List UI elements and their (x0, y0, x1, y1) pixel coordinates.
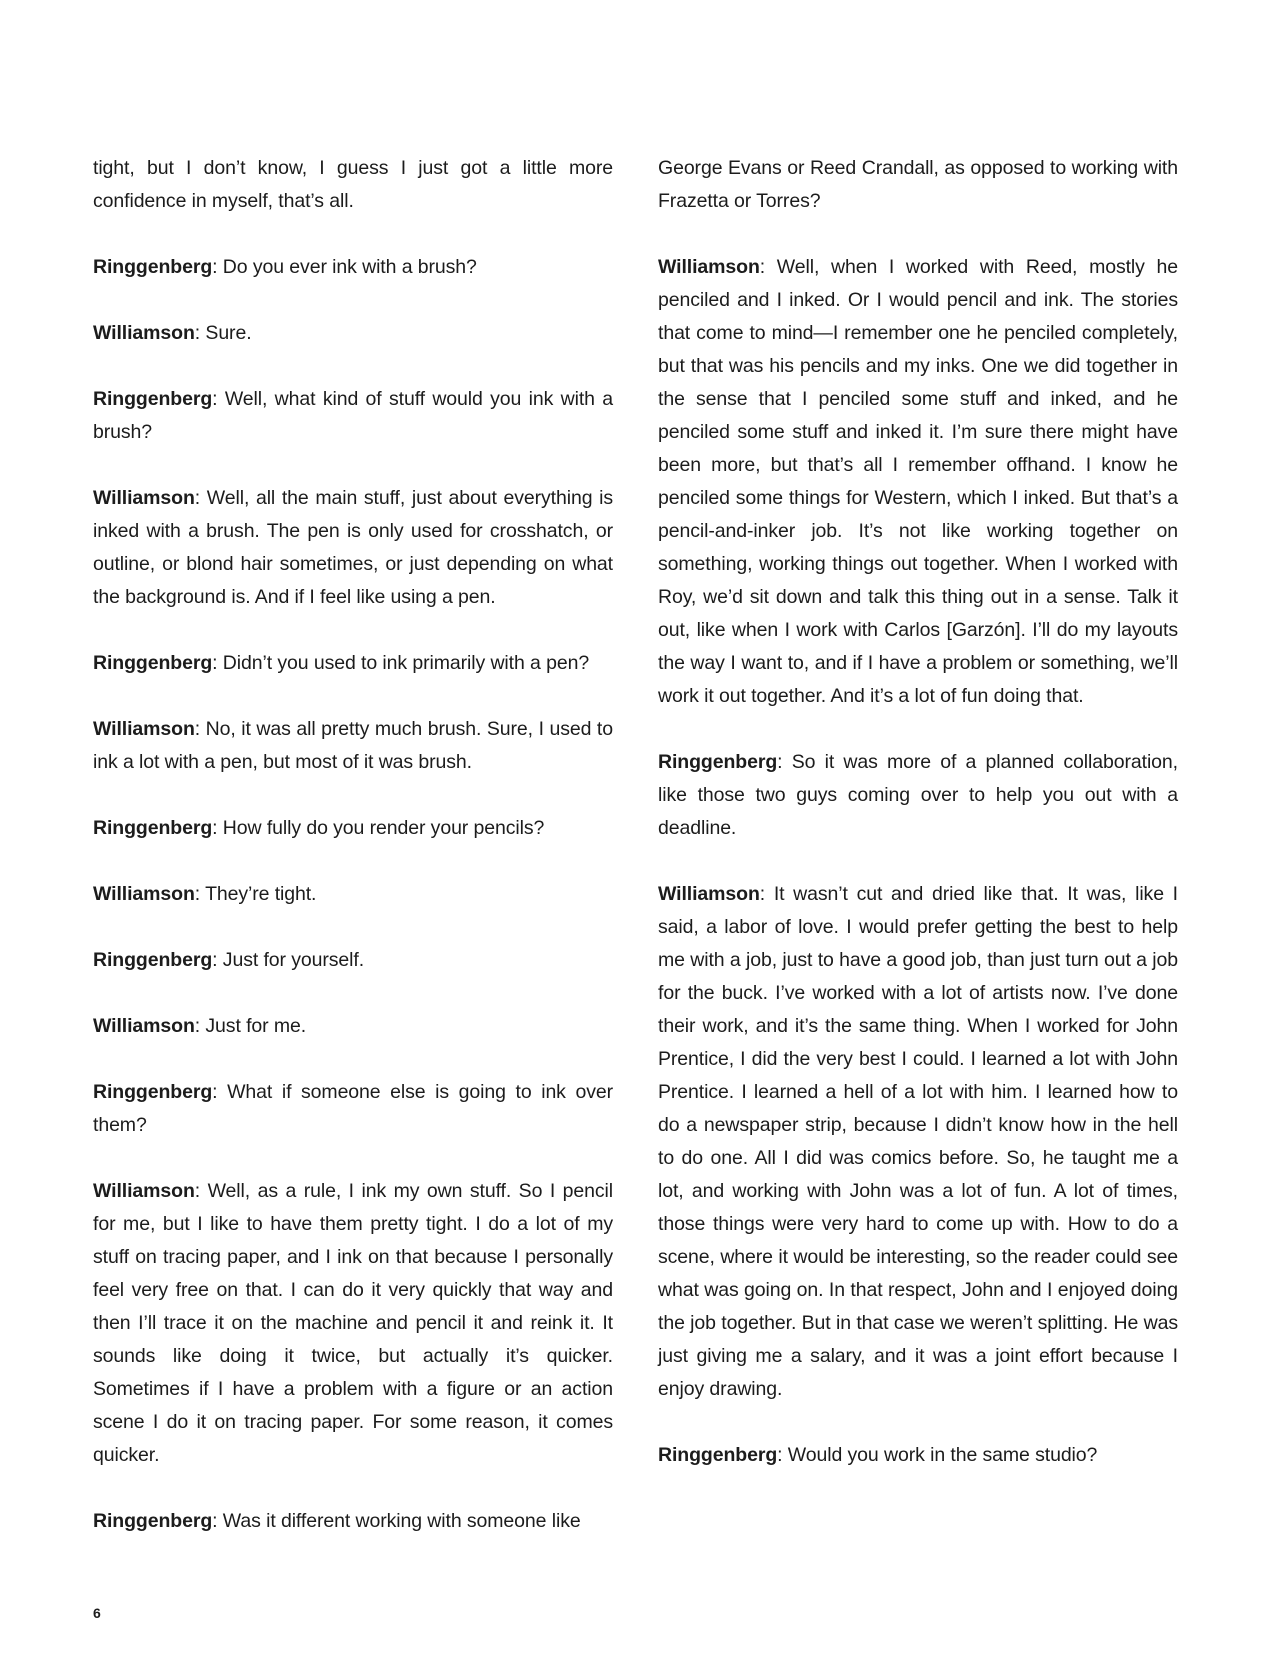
interview-paragraph: Ringgenberg: Do you ever ink with a brush? (93, 256, 477, 278)
interview-paragraph: Williamson: Well, when I worked with Reed, mostly he penciled and I inked. Or I would pencil and ink. The stories that come to mind—I remember one he penciled completely, but that was his pencils and my inks. One we did together in the sense that I penciled some stuff and inked, and he penciled some stuff and inked it. I’m sure there might have been more, but that’s all I remember offhand. I know he penciled some things for Western, which I inked. But that’s a pencil-and-inker job. It’s not like working together on something, working things out together. When I worked with Roy, we’d sit down and talk this thing out in a sense. Talk it out, like when I work with Carlos [Garzón]. I’ll do my layouts the way I want to, and if I have a problem or something, we’ll work it out together. And it’s a lot of fun doing that. (658, 256, 1179, 707)
interview-paragraph: Williamson: Well, as a rule, I ink my own stuff. So I pencil for me, but I like to have them pretty tight. I do a lot of my stuff on tracing paper, and I ink on that because I personally feel very free on that. I can do it very quickly that way and then I’ll trace it on the machine and pencil it and reink it. It sounds like doing it twice, but actually it’s quicker. Sometimes if I have a problem with a figure or an action scene I do it on tracing paper. For some reason, it comes quicker. (93, 1180, 613, 1466)
speaker-name: Ringgenberg (93, 949, 213, 971)
paragraph-text: So it was more of a planned collaboration, like those two guys coming over to help you out with a deadline. (658, 751, 1178, 839)
right-column (658, 152, 1178, 1472)
paragraph-text: Well, when I worked with Reed, mostly he penciled and I inked. Or I would pencil and ink. The stories that come to mind—I remember one he penciled completely, but that was his pencils and my inks. One we did together in the sense that I penciled some stuff and inked, and he penciled some stuff and inked it. I’m sure there might have been more, but that’s all I remember offhand. I know he penciled some things for Western, which I inked. But that’s a pencil-and-inker job. It’s not like working together on something, working things out together. When I worked with Roy, we’d sit down and talk this thing out in a sense. Talk it out, like when I work with Carlos [Garzón]. I’ll do my layouts the way I want to, and if I have a problem or something, we’ll work it out together. And it’s a lot of fun doing that. (658, 256, 1179, 707)
paragraph-text: Would you work in the same studio? (787, 1444, 1098, 1466)
left-column (93, 152, 613, 1538)
interview-paragraph: Williamson: Sure. (93, 322, 252, 344)
paragraph-text: George Evans or Reed Crandall, as opposed to working with Frazetta or Torres? (658, 157, 1178, 212)
speaker-name: Ringgenberg (93, 1510, 213, 1532)
paragraph-text: No, it was all pretty much brush. Sure, I used to ink a lot with a pen, but most of it was brush. (93, 718, 613, 773)
speaker-name: Ringgenberg (93, 256, 213, 278)
interview-paragraph: Williamson: No, it was all pretty much brush. Sure, I used to ink a lot with a pen, but most of it was brush. (93, 718, 613, 773)
paragraph-text: Was it different working with someone like (222, 1510, 581, 1532)
interview-paragraph: Williamson: Well, all the main stuff, just about everything is inked with a brush. The pen is only used for crosshatch, or outline, or blond hair sometimes, or just depending on what the background is. And if I feel like using a pen. (93, 487, 614, 608)
interview-paragraph: Ringgenberg: So it was more of a planned collaboration, like those two guys coming over to help you out with a deadline. (658, 751, 1178, 839)
interview-paragraph: Williamson: They’re tight. (93, 883, 317, 905)
speaker-name: Ringgenberg (93, 817, 213, 839)
speaker-name: Williamson (93, 718, 195, 740)
speaker-name: Ringgenberg (93, 388, 213, 410)
speaker-name: Williamson (93, 1015, 195, 1037)
speaker-name: Ringgenberg (658, 751, 778, 773)
interview-paragraph: Williamson: It wasn’t cut and dried like that. It was, like I said, a labor of love. I would prefer getting the best to help me with a job, just to have a good job, than just turn out a job for the buck. I’ve worked with a lot of artists now. I’ve done their work, and it’s the same thing. When I worked for John Prentice, I did the very best I could. I learned a lot with John Prentice. I learned a hell of a lot with him. I learned how to do a newspaper strip, because I didn’t know how in the hell to do one. All I did was comics before. So, he taught me a lot, and working with John was a lot of fun. A lot of times, those things were very hard to come up with. How to do a scene, where it would be interesting, so the reader could see what was going on. In that respect, John and I enjoyed doing the job together. But in that case we weren’t splitting. He was just giving me a salary, and it was a joint effort because I enjoy drawing. (658, 883, 1178, 1400)
speaker-name: Williamson (93, 883, 195, 905)
paragraph-text: It wasn’t cut and dried like that. It was, like I said, a labor of love. I would prefer getting the best to help me with a job, just to have a good job, than just turn out a job for the buck. I’ve worked with a lot of artists now. I’ve done their work, and it’s the same thing. When I worked for John Prentice, I did the very best I could. I learned a lot with John Prentice. I learned a hell of a lot with him. I learned how to do a newspaper strip, because I didn’t know how in the hell to do one. All I did was comics before. So, he taught me a lot, and working with John was a lot of fun. A lot of times, those things were very hard to come up with. How to do a scene, where it would be interesting, so the reader could see what was going on. In that respect, John and I enjoyed doing the job together. But in that case we weren’t splitting. He was just giving me a salary, and it was a joint effort because I enjoy drawing. (658, 883, 1178, 1400)
paragraph-text: They’re tight. (205, 883, 317, 905)
speaker-name: Williamson (658, 883, 760, 905)
paragraph-text: Sure. (205, 322, 252, 344)
speaker-name: Williamson (658, 256, 760, 278)
paragraph-text: What if someone else is going to ink over them? (93, 1081, 613, 1136)
page-number: 6 (93, 1605, 101, 1621)
interview-paragraph: Ringgenberg: How fully do you render your pencils? (93, 817, 545, 839)
speaker-name: Ringgenberg (93, 1081, 213, 1103)
paragraph-text: Well, all the main stuff, just about everything is inked with a brush. The pen is only used for crosshatch, or outline, or blond hair sometimes, or just depending on what the background is. And if I feel like using a pen. (93, 487, 614, 608)
speaker-name: Williamson (93, 1180, 195, 1202)
paragraph-text: tight, but I don’t know, I guess I just got a little more confidence in myself, that’s all. (93, 157, 613, 212)
speaker-name: Williamson (93, 322, 195, 344)
interview-paragraph: Ringgenberg: Didn’t you used to ink primarily with a pen? (93, 652, 590, 674)
paragraph-text: Just for yourself. (222, 949, 365, 971)
interview-paragraph: Ringgenberg: Would you work in the same studio? (658, 1444, 1098, 1466)
speaker-name: Ringgenberg (658, 1444, 778, 1466)
interview-paragraph (93, 152, 613, 218)
paragraph-text: Do you ever ink with a brush? (222, 256, 477, 278)
paragraph-text: How fully do you render your pencils? (222, 817, 545, 839)
paragraph-text: Well, as a rule, I ink my own stuff. So I pencil for me, but I like to have them pretty tight. I do a lot of my stuff on tracing paper, and I ink on that because I personally feel very free on that. I can do it very quickly that way and then I’ll trace it on the machine and pencil it and reink it. It sounds like doing it twice, but actually it’s quicker. Sometimes if I have a problem with a figure or an action scene I do it on tracing paper. For some reason, it comes quicker. (93, 1180, 613, 1466)
interview-paragraph: Ringgenberg: What if someone else is going to ink over them? (93, 1081, 613, 1136)
interview-paragraph (658, 152, 1178, 218)
interview-paragraph: Ringgenberg: Just for yourself. (93, 949, 365, 971)
paragraph-text: Well, what kind of stuff would you ink with a brush? (93, 388, 613, 443)
paragraph-text: Just for me. (205, 1015, 307, 1037)
interview-paragraph: Ringgenberg: Was it different working with someone like (93, 1510, 581, 1532)
speaker-name: Williamson (93, 487, 195, 509)
speaker-name: Ringgenberg (93, 652, 213, 674)
paragraph-text: Didn’t you used to ink primarily with a pen? (222, 652, 590, 674)
interview-paragraph: Ringgenberg: Well, what kind of stuff would you ink with a brush? (93, 388, 613, 443)
interview-paragraph: Williamson: Just for me. (93, 1015, 307, 1037)
